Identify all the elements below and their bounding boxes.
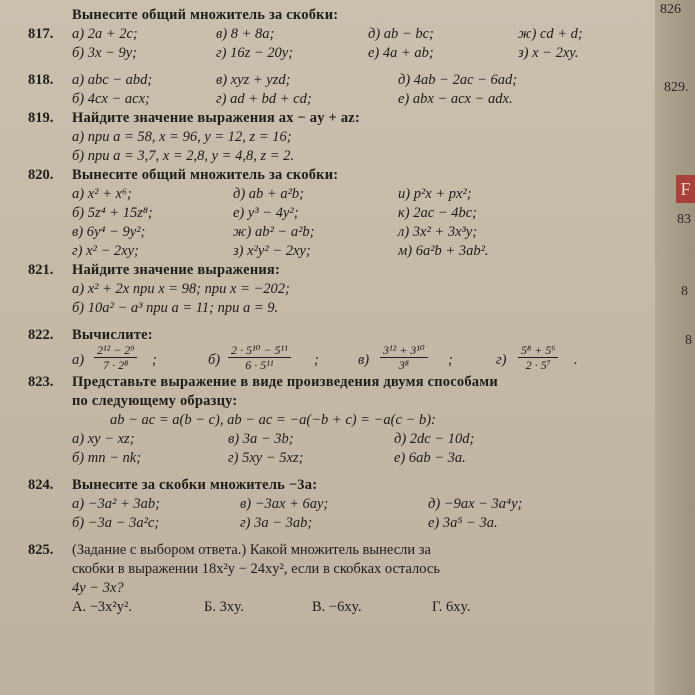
exercise-824-row2: [28, 514, 658, 533]
task-heading: Вынесите общий множитель за скобки:: [72, 7, 339, 23]
fraction: [380, 343, 428, 372]
task-text: (Задание с выбором ответа.) Какой множитель вынесли за: [72, 542, 431, 558]
item-e: е) 3a⁵ − 3a.: [428, 515, 498, 531]
item-d: д) −9ax − 3a⁴y;: [428, 496, 523, 512]
punct: ;: [448, 352, 453, 368]
exercise-823-row1: [28, 430, 658, 449]
item-g: г) 5xy − 5xz;: [228, 450, 304, 466]
item-b: б) −3a − 3a²c;: [72, 515, 160, 531]
task-heading: Найдите значение выражения ax − ay + az:: [72, 110, 360, 126]
item: д) ab + a²b;: [233, 186, 304, 202]
item-a: а) при a = 58, x = 96, y = 12, z = 16;: [72, 129, 292, 145]
exercise-824-head: [28, 476, 658, 495]
exercise-825-line1: [28, 541, 658, 560]
item-d: д) 4ab − 2ac − 6ad;: [398, 72, 518, 88]
task-text: скобки в выражении 18x²y − 24xy², если в скобках осталось: [72, 561, 440, 577]
item: г) x² − 2xy;: [72, 243, 139, 259]
item-b: б) 10a² − a³ при a = 11; при a = 9.: [72, 300, 279, 316]
denominator: 2 · 5⁷: [525, 358, 551, 372]
exercise-820-row: [28, 223, 658, 242]
exercise-821-head: [28, 261, 658, 280]
exercise-825-line3: [28, 579, 658, 598]
item: в) 6y⁴ − 9y²;: [72, 224, 146, 240]
exercise-820-head: [28, 166, 658, 185]
item-a: а) 2a + 2c;: [72, 26, 138, 42]
item: з) x²y² − 2xy;: [233, 243, 311, 259]
item-d: д) ab − bc;: [368, 26, 434, 42]
exercise-list: [28, 6, 658, 617]
exercise-number: 820.: [28, 167, 54, 183]
item: ж) ab² − a²b;: [233, 224, 315, 240]
item: л) 3x² + 3x³y;: [398, 224, 478, 240]
item-a: а) xy − xz;: [72, 431, 135, 447]
denominator: 6 · 5¹¹: [245, 358, 274, 372]
exercise-818-row1: [28, 71, 658, 90]
punct: ;: [314, 352, 319, 368]
edge-number: 826: [660, 2, 681, 17]
fraction: [518, 343, 558, 372]
exercise-820-row: [28, 185, 658, 204]
exercise-819-head: [28, 109, 658, 128]
item: а) x² + x⁶;: [72, 186, 132, 202]
exercise-822-fractions: [28, 345, 658, 373]
item-e: е) abx − acx − adx.: [398, 91, 513, 107]
exercise-824-row1: [28, 495, 658, 514]
exercise-823-sample: [28, 411, 658, 430]
exercise-825-options: [28, 598, 658, 617]
edge-number: 8: [681, 284, 688, 299]
item-b: б) mn − nk;: [72, 450, 142, 466]
exercise-number: 818.: [28, 72, 54, 88]
item-e: е) 6ab − 3a.: [394, 450, 466, 466]
numerator: 5⁸ + 5⁶: [518, 343, 558, 358]
item-g: г) 3a − 3ab;: [240, 515, 313, 531]
item: е) y³ − 4y²;: [233, 205, 299, 221]
exercise-819-a: [28, 128, 658, 147]
exercise-820-row: [28, 204, 658, 223]
item: б) 5z⁴ + 15z⁸;: [72, 205, 153, 221]
item-zh: ж) cd + d;: [518, 26, 583, 42]
exercise-821-b: [28, 299, 658, 318]
exercise-817-row2: [28, 44, 658, 63]
item-v: в) 8 + 8a;: [216, 26, 275, 42]
item-g: г) 16z − 20y;: [216, 45, 294, 61]
answer-option-g: Г. 6xy.: [432, 599, 471, 615]
item-g: г) ad + bd + cd;: [216, 91, 312, 107]
exercise-823-head: [28, 373, 658, 392]
exercise-818-row2: [28, 90, 658, 109]
exercise-number: 821.: [28, 262, 54, 278]
task-heading: Представьте выражение в виде произведения двумя способами: [72, 374, 498, 390]
task-heading: Вынесите за скобки множитель −3a:: [72, 477, 318, 493]
task-heading: Найдите значение выражения:: [72, 262, 280, 278]
edge-number: 83: [677, 212, 691, 227]
exercise-823-head2: [28, 392, 658, 411]
exercise-number: 817.: [28, 26, 54, 42]
item: м) 6a²b + 3ab².: [398, 243, 489, 259]
exercise-821-a: [28, 280, 658, 299]
exercise-number: 825.: [28, 542, 54, 558]
item-b: б) 4cx − acx;: [72, 91, 150, 107]
item-a: а) −3a² + 3ab;: [72, 496, 160, 512]
task-heading-cont: по следующему образцу:: [72, 393, 238, 409]
denominator: 3⁸: [398, 358, 409, 372]
item-label: г): [496, 352, 507, 368]
task-text: 4y − 3x?: [72, 580, 124, 596]
answer-option-a: А. −3x²y².: [72, 599, 132, 615]
edge-tab: F: [676, 175, 695, 203]
edge-number: 829.: [664, 80, 689, 95]
punct: ;: [152, 352, 157, 368]
edge-number: 8: [685, 333, 692, 348]
item: к) 2ac − 4bc;: [398, 205, 477, 221]
numerator: 2 · 5¹⁰ − 5¹¹: [228, 343, 291, 358]
item-label: б): [208, 352, 221, 368]
item-b: б) при a = 3,7, x = 2,8, y = 4,8, z = 2.: [72, 148, 295, 164]
exercise-819-b: [28, 147, 658, 166]
task-heading: Вынесите общий множитель за скобки:: [72, 167, 339, 183]
numerator: 3¹² + 3¹⁰: [380, 343, 428, 358]
fraction: [228, 343, 291, 372]
item-v: в) 3a − 3b;: [228, 431, 294, 447]
sample-formula: ab − ac = a(b − c), ab − ac = −a(−b + c) = −a(c − b):: [110, 412, 436, 428]
numerator: 2¹² − 2⁹: [94, 343, 137, 358]
punct: .: [574, 352, 578, 368]
item-a: а) abc − abd;: [72, 72, 153, 88]
exercise-823-row2: [28, 449, 658, 468]
fraction: [94, 343, 137, 372]
item-label: в): [358, 352, 370, 368]
item: и) p²x + px²;: [398, 186, 472, 202]
item-label: а): [72, 352, 85, 368]
task-heading: Вычислите:: [72, 327, 153, 343]
item-d: д) 2dc − 10d;: [394, 431, 475, 447]
exercise-817-row1: [28, 25, 658, 44]
item-a: а) x² + 2x при x = 98; при x = −202;: [72, 281, 290, 297]
answer-option-v: В. −6xy.: [312, 599, 362, 615]
exercise-number: 823.: [28, 374, 54, 390]
exercise-number: 822.: [28, 327, 54, 343]
denominator: 7 · 2⁸: [103, 358, 129, 372]
exercise-number: 824.: [28, 477, 54, 493]
answer-option-b: Б. 3xy.: [204, 599, 245, 615]
item-b: б) 3x − 9y;: [72, 45, 137, 61]
item-v: в) −3ax + 6ay;: [240, 496, 329, 512]
exercise-number: 819.: [28, 110, 54, 126]
item-e: е) 4a + ab;: [368, 45, 434, 61]
exercise-825-line2: [28, 560, 658, 579]
exercise-820-row: [28, 242, 658, 261]
item-v: в) xyz + yzd;: [216, 72, 291, 88]
intro-line: [28, 6, 658, 25]
item-z: з) x − 2xy.: [518, 45, 579, 61]
